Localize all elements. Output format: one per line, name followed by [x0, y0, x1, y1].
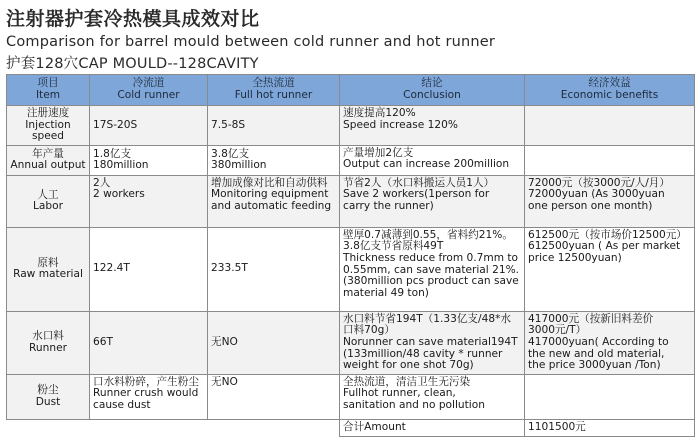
- total-value: 1101500元: [525, 419, 695, 436]
- table-row: [7, 175, 695, 227]
- header-cold-runner: 冷流道 Cold runner: [90, 75, 208, 106]
- header-hot-runner: 全热流道 Full hot runner: [208, 75, 340, 106]
- cell-economic-benefit: [525, 106, 695, 146]
- cell-item: 水口料 Runner: [7, 311, 90, 374]
- total-label: 合计Amount: [340, 419, 525, 436]
- header-economic-benefits: 经济效益 Economic benefits: [525, 75, 695, 106]
- cell-cold-runner: 1.8亿支 180million: [90, 145, 208, 175]
- cell-conclusion: 全热流道，清洁卫生无污染 Fullhot runner, clean, sanitation and no pollution: [340, 374, 525, 419]
- cell-hot-runner: 233.5T: [208, 227, 340, 311]
- cell-hot-runner: 无NO: [208, 374, 340, 419]
- page-subtitle-english: Comparison for barrel mould between cold runner and hot runner: [6, 34, 496, 50]
- table-row: [7, 311, 695, 374]
- table-row: [7, 227, 695, 311]
- cell-cold-runner: 2人 2 workers: [90, 175, 208, 227]
- cell-cold-runner: 17S-20S: [90, 106, 208, 146]
- cell-conclusion: 水口料节省194T（1.33亿支/48*水口料70g） Norunner can save material194T (133million/48 cavity * runner weight for one shot 70g): [340, 311, 525, 374]
- header-conclusion: 结论 Conclusion: [340, 75, 525, 106]
- cell-cold-runner: 122.4T: [90, 227, 208, 311]
- cell-economic-benefit: [525, 145, 695, 175]
- cell-cold-runner: 口水料粉碎，产生粉尘 Runner crush would cause dust: [90, 374, 208, 419]
- cell-economic-benefit: [525, 374, 695, 419]
- page-subtitle-cavity: 护套128穴CAP MOULD--128CAVITY: [6, 56, 259, 72]
- cell-conclusion: 速度提高120% Speed increase 120%: [340, 106, 525, 146]
- cell-hot-runner: 增加成像对比和自动供料 Monitoring equipment and automatic feeding: [208, 175, 340, 227]
- cell-item: 原料 Raw material: [7, 227, 90, 311]
- cell-conclusion: 壁厚0.7减薄到0.55，省料约21%。 3.8亿支节省原料49T Thickness reduce from 0.7mm to 0.55mm, can save material 21%. (380million pcs product can save material 49 ton): [340, 227, 525, 311]
- cell-item: 年产量 Annual output: [7, 145, 90, 175]
- cell-economic-benefit: 417000元（按新旧料差价 3000元/T） 417000yuan( According to the new and old material, the price 3000yuan /Ton): [525, 311, 695, 374]
- header-item: 项目 Item: [7, 75, 90, 106]
- cell-cold-runner: 66T: [90, 311, 208, 374]
- cell-item: 粉尘 Dust: [7, 374, 90, 419]
- cell-hot-runner: 无NO: [208, 311, 340, 374]
- cell-economic-benefit: 72000元（按3000元/人/月） 72000yuan (As 3000yuan one person one month): [525, 175, 695, 227]
- comparison-table: [6, 74, 695, 437]
- table-row: [7, 374, 695, 419]
- cell-conclusion: 产量增加2亿支 Output can increase 200million: [340, 145, 525, 175]
- table-header-row: [7, 75, 695, 106]
- cell-hot-runner: 7.5-8S: [208, 106, 340, 146]
- total-row: [7, 419, 695, 436]
- cell-hot-runner: 3.8亿支 380million: [208, 145, 340, 175]
- cell-conclusion: 节省2人（水口料搬运人员1人） Save 2 workers(1person for carry the runner): [340, 175, 525, 227]
- page-title: 注射器护套冷热模具成效对比: [6, 8, 260, 30]
- cell-item: 人工 Labor: [7, 175, 90, 227]
- cell-economic-benefit: 612500元（按市场价12500元） 612500yuan ( As per market price 12500yuan): [525, 227, 695, 311]
- cell-item: 注册速度 Injection speed: [7, 106, 90, 146]
- table-row: [7, 106, 695, 146]
- table-row: [7, 145, 695, 175]
